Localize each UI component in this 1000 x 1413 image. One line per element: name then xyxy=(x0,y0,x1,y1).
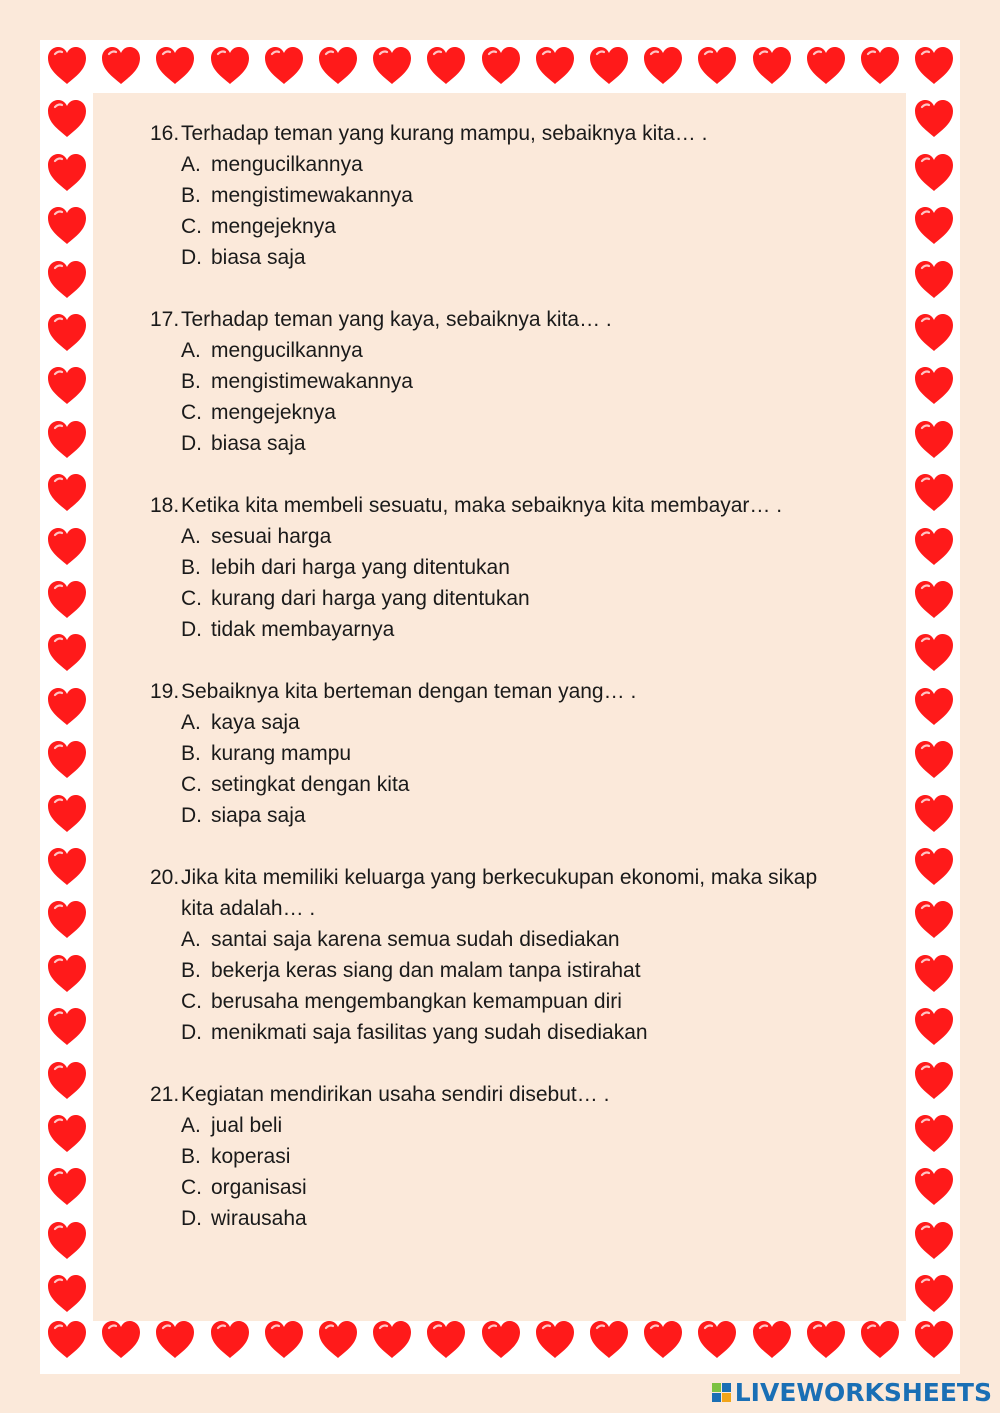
question-text: Ketika kita membeli sesuatu, maka sebaiknya kita membayar… . xyxy=(181,494,783,517)
heart-icon xyxy=(912,471,956,515)
option-d[interactable] xyxy=(150,1203,850,1234)
question-18 xyxy=(150,490,850,645)
option-letter: A. xyxy=(181,525,201,548)
heart-icon xyxy=(45,898,89,942)
heart-icon xyxy=(45,1112,89,1156)
option-text: siapa saja xyxy=(211,804,306,827)
heart-icon xyxy=(750,1318,794,1362)
option-letter: B. xyxy=(181,742,201,765)
heart-icon xyxy=(208,44,252,88)
heart-icon xyxy=(912,845,956,889)
question-number: 17. xyxy=(150,308,180,331)
heart-icon xyxy=(153,1318,197,1362)
option-letter: C. xyxy=(181,773,202,796)
option-letter: B. xyxy=(181,184,201,207)
heart-icon xyxy=(533,1318,577,1362)
heart-icon xyxy=(804,1318,848,1362)
heart-icon xyxy=(45,578,89,622)
heart-icon xyxy=(912,258,956,302)
option-letter: C. xyxy=(181,215,202,238)
question-16 xyxy=(150,118,850,273)
question-text: Kegiatan mendirikan usaha sendiri disebut… . xyxy=(181,1083,610,1106)
heart-icon xyxy=(153,44,197,88)
option-b[interactable] xyxy=(150,738,850,769)
heart-icon xyxy=(99,1318,143,1362)
option-letter: D. xyxy=(181,804,202,827)
heart-icon xyxy=(45,1059,89,1103)
heart-icon xyxy=(45,1005,89,1049)
heart-icon xyxy=(424,44,468,88)
heart-icon xyxy=(587,44,631,88)
question-number: 18. xyxy=(150,494,180,517)
heart-icon xyxy=(912,1059,956,1103)
option-d[interactable] xyxy=(150,1017,850,1048)
heart-icon xyxy=(316,1318,360,1362)
option-a[interactable] xyxy=(150,149,850,180)
option-text: wirausaha xyxy=(211,1207,307,1230)
option-letter: A. xyxy=(181,153,201,176)
heart-icon xyxy=(45,204,89,248)
heart-icon xyxy=(912,1318,956,1362)
option-c[interactable] xyxy=(150,769,850,800)
heart-icon xyxy=(262,1318,306,1362)
logo-mark-icon xyxy=(712,1383,731,1402)
option-c[interactable] xyxy=(150,583,850,614)
heart-icon xyxy=(912,792,956,836)
option-c[interactable] xyxy=(150,397,850,428)
heart-icon xyxy=(912,1112,956,1156)
option-letter: B. xyxy=(181,370,201,393)
option-text: berusaha mengembangkan kemampuan diri xyxy=(211,990,622,1013)
question-text: Jika kita memiliki keluarga yang berkecukupan ekonomi, maka sikap kita adalah… . xyxy=(181,866,818,920)
heart-icon xyxy=(750,44,794,88)
heart-icon xyxy=(45,1219,89,1263)
option-letter: A. xyxy=(181,1114,201,1137)
question-21 xyxy=(150,1079,850,1234)
heart-icon xyxy=(533,44,577,88)
option-letter: A. xyxy=(181,711,201,734)
option-d[interactable] xyxy=(150,614,850,645)
option-letter: D. xyxy=(181,432,202,455)
option-text: biasa saja xyxy=(211,246,306,269)
option-text: biasa saja xyxy=(211,432,306,455)
option-letter: D. xyxy=(181,1207,202,1230)
heart-icon xyxy=(45,685,89,729)
heart-icon xyxy=(45,258,89,302)
heart-icon xyxy=(641,1318,685,1362)
option-letter: D. xyxy=(181,1021,202,1044)
heart-icon xyxy=(208,1318,252,1362)
option-d[interactable] xyxy=(150,800,850,831)
heart-icon xyxy=(45,1318,89,1362)
heart-icon xyxy=(370,1318,414,1362)
heart-icon xyxy=(45,952,89,996)
option-text: mengucilkannya xyxy=(211,339,363,362)
heart-icon xyxy=(804,44,848,88)
heart-icon xyxy=(912,311,956,355)
option-text: santai saja karena semua sudah disediakan xyxy=(211,928,620,951)
option-text: bekerja keras siang dan malam tanpa istirahat xyxy=(211,959,641,982)
option-text: jual beli xyxy=(211,1114,283,1137)
heart-icon xyxy=(912,525,956,569)
heart-icon xyxy=(262,44,306,88)
option-letter: C. xyxy=(181,1176,202,1199)
heart-icon xyxy=(45,97,89,141)
option-b[interactable] xyxy=(150,366,850,397)
option-letter: B. xyxy=(181,556,201,579)
option-b[interactable] xyxy=(150,180,850,211)
heart-icon xyxy=(45,845,89,889)
option-letter: C. xyxy=(181,587,202,610)
heart-icon xyxy=(912,1219,956,1263)
heart-icon xyxy=(45,525,89,569)
option-text: kurang mampu xyxy=(211,742,352,765)
heart-icon xyxy=(912,898,956,942)
question-19 xyxy=(150,676,850,831)
liveworksheets-logo xyxy=(712,1377,992,1407)
option-a[interactable] xyxy=(150,707,850,738)
question-number: 16. xyxy=(150,122,180,145)
option-letter: D. xyxy=(181,246,202,269)
heart-icon xyxy=(45,1165,89,1209)
question-text: Terhadap teman yang kaya, sebaiknya kita… . xyxy=(181,308,612,331)
heart-icon xyxy=(99,44,143,88)
heart-icon xyxy=(912,204,956,248)
question-17 xyxy=(150,304,850,459)
heart-icon xyxy=(45,151,89,195)
question-20 xyxy=(150,862,850,1048)
option-d[interactable] xyxy=(150,428,850,459)
option-b[interactable] xyxy=(150,955,850,986)
heart-icon xyxy=(912,1272,956,1316)
option-text: sesuai harga xyxy=(211,525,332,548)
heart-icon xyxy=(587,1318,631,1362)
option-a[interactable] xyxy=(150,924,850,955)
option-a[interactable] xyxy=(150,521,850,552)
heart-icon xyxy=(641,44,685,88)
option-text: mengistimewakannya xyxy=(211,184,413,207)
option-text: organisasi xyxy=(211,1176,307,1199)
heart-icon xyxy=(912,418,956,462)
heart-icon xyxy=(45,418,89,462)
option-text: mengucilkannya xyxy=(211,153,363,176)
heart-icon xyxy=(912,685,956,729)
heart-icon xyxy=(370,44,414,88)
heart-icon xyxy=(912,364,956,408)
option-text: koperasi xyxy=(211,1145,291,1168)
heart-icon xyxy=(479,44,523,88)
option-text: kaya saja xyxy=(211,711,300,734)
heart-icon xyxy=(912,738,956,782)
option-d[interactable] xyxy=(150,242,850,273)
question-number: 21. xyxy=(150,1083,180,1106)
option-letter: C. xyxy=(181,401,202,424)
option-text: mengejeknya xyxy=(211,215,336,238)
heart-icon xyxy=(479,1318,523,1362)
heart-icon xyxy=(912,952,956,996)
heart-icon xyxy=(45,631,89,675)
option-b[interactable] xyxy=(150,1141,850,1172)
heart-icon xyxy=(45,792,89,836)
heart-icon xyxy=(45,44,89,88)
heart-icon xyxy=(912,97,956,141)
option-c[interactable] xyxy=(150,211,850,242)
question-number: 20. xyxy=(150,866,180,889)
option-text: kurang dari harga yang ditentukan xyxy=(211,587,530,610)
heart-icon xyxy=(912,44,956,88)
option-letter: C. xyxy=(181,990,202,1013)
heart-icon xyxy=(912,1005,956,1049)
option-text: menikmati saja fasilitas yang sudah disediakan xyxy=(211,1021,648,1044)
heart-icon xyxy=(912,151,956,195)
heart-icon xyxy=(912,578,956,622)
question-number: 19. xyxy=(150,680,180,703)
question-text: Sebaiknya kita berteman dengan teman yang… . xyxy=(181,680,637,703)
heart-icon xyxy=(912,631,956,675)
heart-icon xyxy=(695,44,739,88)
option-a[interactable] xyxy=(150,335,850,366)
question-list xyxy=(150,118,850,1265)
option-letter: A. xyxy=(181,928,201,951)
heart-icon xyxy=(45,311,89,355)
option-c[interactable] xyxy=(150,986,850,1017)
option-letter: A. xyxy=(181,339,201,362)
heart-icon xyxy=(858,44,902,88)
heart-icon xyxy=(45,364,89,408)
logo-text: LIVEWORKSHEETS xyxy=(734,1377,992,1407)
heart-icon xyxy=(45,471,89,515)
option-letter: B. xyxy=(181,1145,201,1168)
question-text: Terhadap teman yang kurang mampu, sebaiknya kita… . xyxy=(181,122,708,145)
option-letter: D. xyxy=(181,618,202,641)
heart-icon xyxy=(316,44,360,88)
option-text: setingkat dengan kita xyxy=(211,773,410,796)
heart-icon xyxy=(912,1165,956,1209)
option-c[interactable] xyxy=(150,1172,850,1203)
option-text: lebih dari harga yang ditentukan xyxy=(211,556,510,579)
option-text: mengistimewakannya xyxy=(211,370,413,393)
heart-icon xyxy=(45,738,89,782)
option-b[interactable] xyxy=(150,552,850,583)
heart-icon xyxy=(45,1272,89,1316)
option-text: mengejeknya xyxy=(211,401,336,424)
heart-icon xyxy=(858,1318,902,1362)
heart-icon xyxy=(695,1318,739,1362)
option-text: tidak membayarnya xyxy=(211,618,395,641)
option-letter: B. xyxy=(181,959,201,982)
heart-icon xyxy=(424,1318,468,1362)
option-a[interactable] xyxy=(150,1110,850,1141)
